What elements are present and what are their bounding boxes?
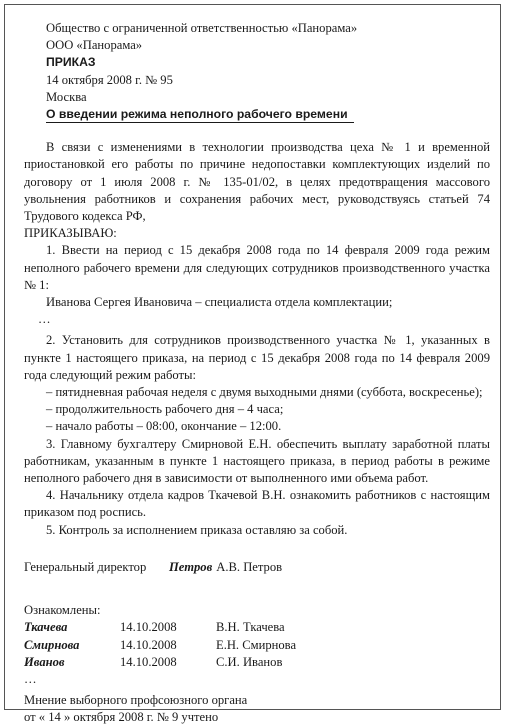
item-2-paragraph: 2. Установить для сотрудников производственного участка № 1, указанных в пункте 1 настоящего приказа, на период с 15 декабря 2008 года по 14 февраля 2009 года следующий режим работы:	[24, 333, 490, 382]
order-word: ПРИКАЗЫВАЮ:	[24, 226, 117, 241]
item-3-paragraph: 3. Главному бухгалтеру Смирновой Е.Н. обеспечить выплату заработной платы работникам, указанным в пункте 1 настоящего приказа, в период работы в режиме неполного рабочего дня в зависимости от выполненного ими объема работ.	[24, 436, 490, 486]
item-4-paragraph: 4. Начальнику отдела кадров Ткачевой В.Н. ознакомить работников с настоящим приказом под роспись.	[24, 488, 490, 520]
order-document	[24, 20, 490, 727]
item-2-bullet-c: – начало работы – 08:00, окончание – 12:00.	[46, 419, 282, 434]
acquainted-row	[24, 654, 490, 671]
organization-full-name: Общество с ограниченной ответственностью «Панорама»	[46, 21, 358, 35]
document-title: О введении режима неполного рабочего времени	[46, 106, 354, 123]
organization-short-name: ООО «Панорама»	[46, 38, 143, 53]
acquainted-row	[24, 637, 490, 654]
union-opinion-line-2: от « 14 » октября 2008 г. № 9 учтено	[24, 710, 219, 725]
director-signature: Петров	[169, 559, 213, 574]
document-date-number: 14 октября 2008 г. № 95	[46, 72, 173, 87]
document-header	[24, 20, 490, 123]
item-2-bullet-a: – пятидневная рабочая неделя с двумя выходными днями (суббота, воскресенье);	[46, 385, 483, 400]
acquainted-name: С.И. Иванов	[216, 654, 283, 669]
union-opinion	[24, 692, 490, 726]
document-type: ПРИКАЗ	[46, 55, 96, 70]
acquainted-row	[24, 619, 490, 636]
item-1-ellipsis: …	[38, 312, 51, 327]
item-5-paragraph: 5. Контроль за исполнением приказа оставляю за собой.	[46, 522, 348, 537]
acquainted-block	[24, 602, 490, 688]
acquainted-signature: Смирнова	[24, 637, 80, 652]
director-position: Генеральный директор	[24, 559, 147, 574]
acquainted-ellipsis: …	[24, 671, 37, 686]
director-signature-row	[24, 559, 490, 576]
acquainted-name: В.Н. Ткачева	[216, 620, 285, 635]
document-city: Москва	[46, 89, 87, 104]
acquainted-signature: Ткачева	[24, 620, 68, 635]
acquainted-date: 14.10.2008	[120, 654, 177, 669]
acquainted-date: 14.10.2008	[120, 637, 177, 652]
acquainted-date: 14.10.2008	[120, 620, 177, 635]
director-name: А.В. Петров	[216, 559, 283, 574]
acquainted-label: Ознакомлены:	[24, 603, 101, 618]
acquainted-signature: Иванов	[24, 654, 65, 669]
document-body	[24, 139, 490, 539]
item-1-paragraph: 1. Ввести на период с 15 декабря 2008 года по 14 февраля 2009 года режим неполного рабочего времени для следующих сотрудников производственного участка № 1:	[24, 243, 490, 292]
union-opinion-line-1: Мнение выборного профсоюзного органа	[24, 693, 248, 708]
acquainted-name: Е.Н. Смирнова	[216, 637, 297, 652]
item-2-bullet-b: – продолжительность рабочего дня – 4 часа;	[46, 402, 284, 417]
preamble-paragraph: В связи с изменениями в технологии производства цеха № 1 и временной приостановкой его работы по причине недопоставки комплектующих изделий по договору от 1 июля 2008 г. № 135-01/02, в целях предотвращения массового увольнения работников и сохранения рабочих мест, руководствуясь статьей 74 Трудового кодекса РФ,	[24, 140, 490, 224]
item-1-person: Иванова Сергея Ивановича – специалиста отдела комплектации;	[46, 295, 393, 310]
